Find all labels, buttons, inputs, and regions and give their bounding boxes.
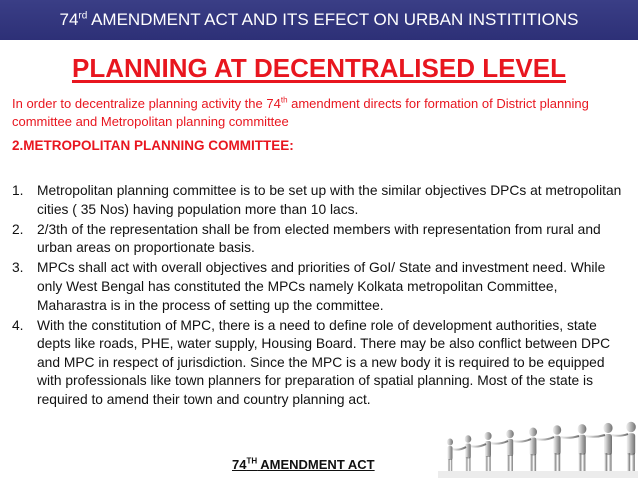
list-item-text: With the constitution of MPC, there is a need to define role of development authorities, state depts like roads, PHE, water supply, Housing Board. There may be also conflict between DPC and MPC in respect of jurisdiction. Since the MPC is a new body it is required to be equipped with professionals like town planners for preparation of spatial planning. Most of the state is required to amend their town and country planning act. [37,317,611,408]
list-item [12,259,624,315]
intro-paragraph [12,95,632,131]
list-item [12,317,624,410]
intro-ordinal-suffix: th [280,95,288,105]
list-item-text: Metropolitan planning committee is to be set up with the similar objectives DPCs at metropolitan cities ( 35 Nos) having population more than 10 lacs. [37,183,622,217]
section-heading: 2.METROPOLITAN PLANNING COMMITTEE: [12,138,294,153]
intro-text-part2: amendment directs for formation of District planning committee and Metropolitan planning committee [12,96,589,129]
slide-title: PLANNING AT DECENTRALISED LEVEL [71,53,566,83]
footer-text: AMENDMENT ACT [257,457,375,472]
header-text: AMENDMENT ACT AND ITS EFECT ON URBAN INSTITITIONS [87,10,579,29]
list-item-number: 1. [12,183,24,198]
intro-text-part1: In order to decentralize planning activity the 74 [12,96,281,111]
numbered-list [12,182,624,411]
list-item-number: 2. [12,221,24,237]
header-number: 74 [59,10,79,29]
list-item-number: 3. [12,260,24,276]
people-holding-hands-icon [438,408,638,478]
footer-ordinal-suffix: TH [246,456,258,466]
list-item-text: MPCs shall act with overall objectives and priorities of GoI/ State and investment need. While only West Bengal has constituted the MPCs namely Kolkata metropolitan Committee, Maharastra is in the process of setting up the committee. [37,260,606,313]
list-item-number: 4. [12,317,24,333]
header-banner [0,0,638,40]
list-item-text: 2/3th of the representation shall be from elected members with representation from rural and urban areas on proportionate basis. [37,221,601,256]
list-item [12,221,624,258]
footer-number: 74 [232,457,247,472]
footer-label [232,457,375,473]
list-item [12,182,624,219]
header-ordinal-suffix: rd [78,10,88,22]
